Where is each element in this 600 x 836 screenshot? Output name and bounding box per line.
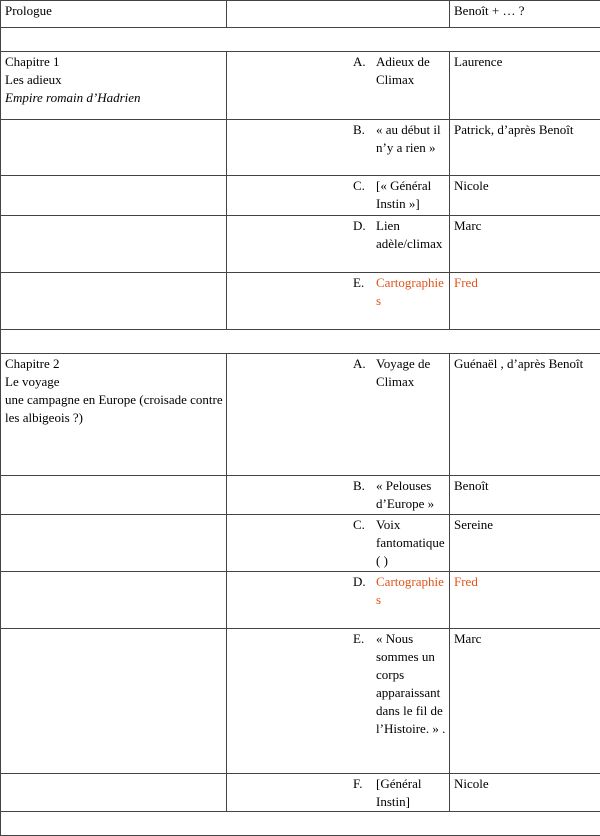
chapter1-item-e-author: Fred xyxy=(450,273,600,330)
empty-cell xyxy=(1,176,227,216)
item-letter: B. xyxy=(353,477,376,513)
item-text: « au début il n’y a rien » xyxy=(376,121,446,157)
item-letter: A. xyxy=(353,355,376,391)
item-text: « Pelouses d’Europe » xyxy=(376,477,446,513)
spacer-row xyxy=(1,812,600,836)
spacer-cell xyxy=(1,812,600,836)
chapter2-item-b-cell xyxy=(227,476,450,515)
chapter1-item-c-author: Nicole xyxy=(450,176,600,216)
chapter2-heading-cell xyxy=(1,354,227,476)
empty-cell xyxy=(1,216,227,273)
header-cell-authors: Benoît + … ? xyxy=(450,1,600,28)
chapter2-item-d-author: Fred xyxy=(450,572,600,629)
empty-cell xyxy=(1,629,227,774)
empty-cell xyxy=(1,774,227,812)
item-text: Lien adèle/climax xyxy=(376,217,446,253)
chapter2-item-c-cell xyxy=(227,515,450,572)
chapter1-row-a xyxy=(1,52,600,120)
empty-cell xyxy=(1,120,227,176)
chapter1-row-e xyxy=(1,273,600,330)
chapter2-row-e xyxy=(1,629,600,774)
chapter1-row-c xyxy=(1,176,600,216)
item-text: « Nous sommes un corps apparaissant dans le fil de l’Histoire. » . xyxy=(376,630,446,738)
chapter1-item-a-cell xyxy=(227,52,450,120)
chapter2-item-c-author: Sereine xyxy=(450,515,600,572)
chapter2-item-a-cell xyxy=(227,354,450,476)
chapter2-row-f xyxy=(1,774,600,812)
item-text: Voix fantomatique ( ) xyxy=(376,516,446,570)
chapter1-heading-cell xyxy=(1,52,227,120)
chapter1-title: Chapitre 1 xyxy=(5,53,223,71)
item-letter: B. xyxy=(353,121,376,157)
chapter1-setting: Empire romain d’Hadrien xyxy=(5,89,223,107)
item-text: Cartographies xyxy=(376,274,446,310)
chapter2-item-a-author: Guénaël , d’après Benoît xyxy=(450,354,600,476)
item-letter: C. xyxy=(353,516,376,570)
chapter2-row-b xyxy=(1,476,600,515)
item-letter: D. xyxy=(353,217,376,253)
item-text: Adieux de Climax xyxy=(376,53,446,89)
item-letter: F. xyxy=(353,775,376,811)
empty-cell xyxy=(1,273,227,330)
item-letter: E. xyxy=(353,274,376,310)
item-text: Voyage de Climax xyxy=(376,355,446,391)
chapter1-item-b-cell xyxy=(227,120,450,176)
header-cell-prologue: Prologue xyxy=(1,1,227,28)
chapter1-row-d xyxy=(1,216,600,273)
chapter2-subtitle: Le voyage xyxy=(5,373,223,391)
chapter1-row-b xyxy=(1,120,600,176)
chapter1-item-e-cell xyxy=(227,273,450,330)
item-letter: C. xyxy=(353,177,376,213)
chapter2-row-c xyxy=(1,515,600,572)
item-text: [Général Instin] xyxy=(376,775,446,811)
chapter1-item-b-author: Patrick, d’après Benoît xyxy=(450,120,600,176)
chapter2-item-e-cell xyxy=(227,629,450,774)
chapter2-item-f-cell xyxy=(227,774,450,812)
empty-cell xyxy=(1,515,227,572)
item-letter: D. xyxy=(353,573,376,609)
spacer-row xyxy=(1,28,600,52)
chapter1-item-c-cell xyxy=(227,176,450,216)
chapter2-item-e-author: Marc xyxy=(450,629,600,774)
chapter1-item-d-cell xyxy=(227,216,450,273)
chapter2-item-d-cell xyxy=(227,572,450,629)
header-cell-empty xyxy=(227,1,450,28)
chapter1-item-d-author: Marc xyxy=(450,216,600,273)
chapter1-subtitle: Les adieux xyxy=(5,71,223,89)
chapter2-row-d xyxy=(1,572,600,629)
item-letter: A. xyxy=(353,53,376,89)
chapter1-item-a-author: Laurence xyxy=(450,52,600,120)
item-text: [« Général Instin »] xyxy=(376,177,446,213)
chapter2-setting: une campagne en Europe (croisade contre les albigeois ?) xyxy=(5,391,223,427)
item-letter: E. xyxy=(353,630,376,738)
chapter2-title: Chapitre 2 xyxy=(5,355,223,373)
header-row xyxy=(1,1,600,28)
chapter2-item-b-author: Benoît xyxy=(450,476,600,515)
spacer-row xyxy=(1,330,600,354)
chapter2-row-a xyxy=(1,354,600,476)
empty-cell xyxy=(1,572,227,629)
chapter2-item-f-author: Nicole xyxy=(450,774,600,812)
empty-cell xyxy=(1,476,227,515)
item-text: Cartographies xyxy=(376,573,446,609)
spacer-cell xyxy=(1,330,600,354)
spacer-cell xyxy=(1,28,600,52)
